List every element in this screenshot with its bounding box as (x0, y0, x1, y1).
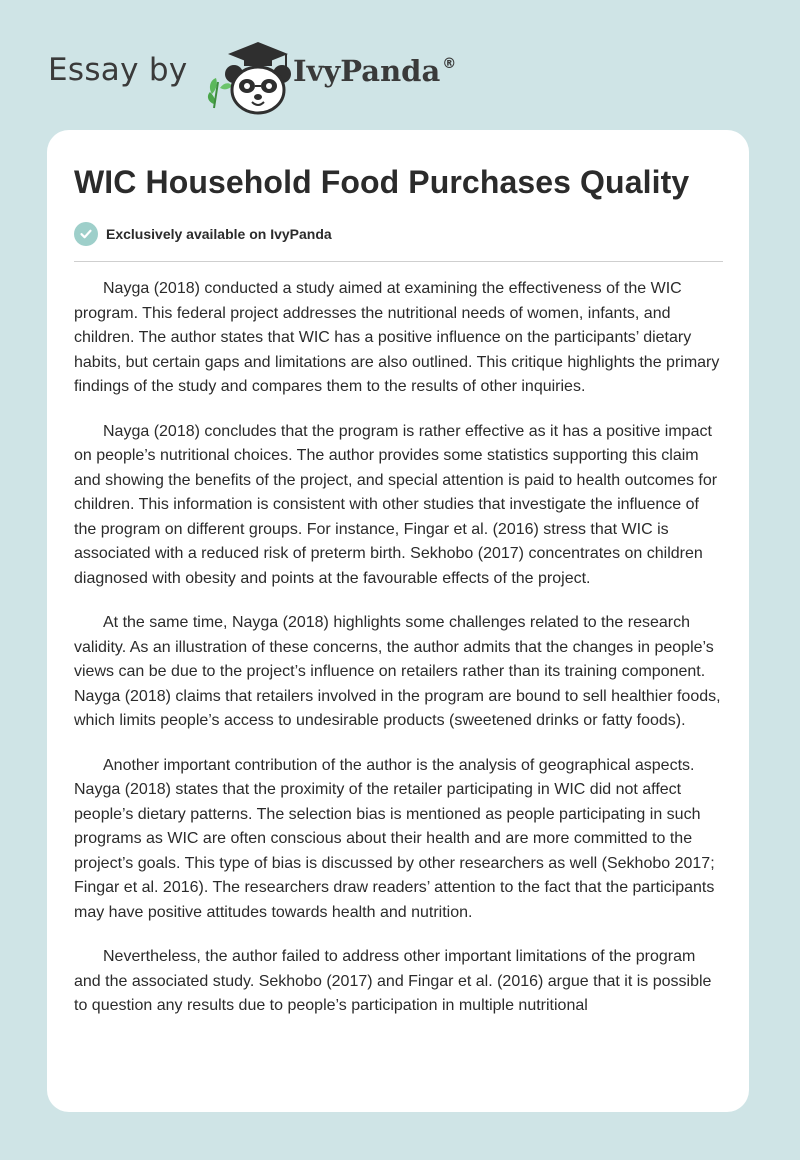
registered-mark: ® (442, 56, 457, 72)
paragraph: Another important contribution of the author is the analysis of geographical aspects. Nayga (2018) states that the proximity of the retailer participating in WIC did not affect people’s dietary patterns. The selection bias is mentioned as people participating in such programs as WIC are often conscious about their health and are more committed to the project’s goals. This type of bias is discussed by other researchers as well (Sekhobo 2017; Fingar et al. 2016). The researchers draw readers’ attention to the fact that the participants may have positive attitudes towards health and nutrition. (74, 756, 715, 921)
brand-text: IvyPanda (293, 54, 441, 88)
essay-card (47, 130, 749, 1112)
divider (74, 261, 723, 262)
essay-by-label: Essay by (48, 52, 188, 88)
exclusive-badge (74, 222, 332, 246)
check-icon (74, 222, 98, 246)
paragraph: Nevertheless, the author failed to address other important limitations of the program and the associated study. Sekhobo (2017) and Fingar et al. (2016) argue that it is possible to question any results due to people’s participation in multiple nutritional (74, 948, 712, 1014)
panda-logo-icon[interactable] (198, 34, 308, 118)
paragraph: Nayga (2018) concludes that the program is rather effective as it has a positive impact on people’s nutritional choices. The author provides some statistics supporting this claim and showing the benefits of the project, and special attention is paid to health outcomes for children. This information is consistent with other studies that investigate the influence of the program on different groups. For instance, Fingar et al. (2016) stress that WIC is associated with a reduced risk of preterm birth. Sekhobo (2017) concentrates on children diagnosed with obesity and points at the favourable effects of the project. (74, 422, 718, 587)
site-header (48, 28, 748, 118)
badge-label: Exclusively available on IvyPanda (106, 226, 332, 242)
brand-name[interactable] (293, 54, 456, 88)
paragraph: Nayga (2018) conducted a study aimed at examining the effectiveness of the WIC program. This federal project addresses the nutritional needs of women, infants, and children. The author states that WIC has a positive influence on the participants’ dietary habits, but certain gaps and limitations are also outlined. This critique highlights the primary findings of the study and compares them to the results of other inquiries. (74, 280, 720, 395)
paragraph: At the same time, Nayga (2018) highlights some challenges related to the research validity. As an illustration of these concerns, the author admits that the changes in people’s views can be due to the project’s influence on retailers rather than its training component. Nayga (2018) claims that retailers involved in the program are bound to sell healthier foods, which limits people’s access to undesirable products (sweetened drinks or fatty foods). (74, 614, 721, 729)
essay-body (74, 277, 723, 1039)
page-title: WIC Household Food Purchases Quality (74, 164, 690, 200)
